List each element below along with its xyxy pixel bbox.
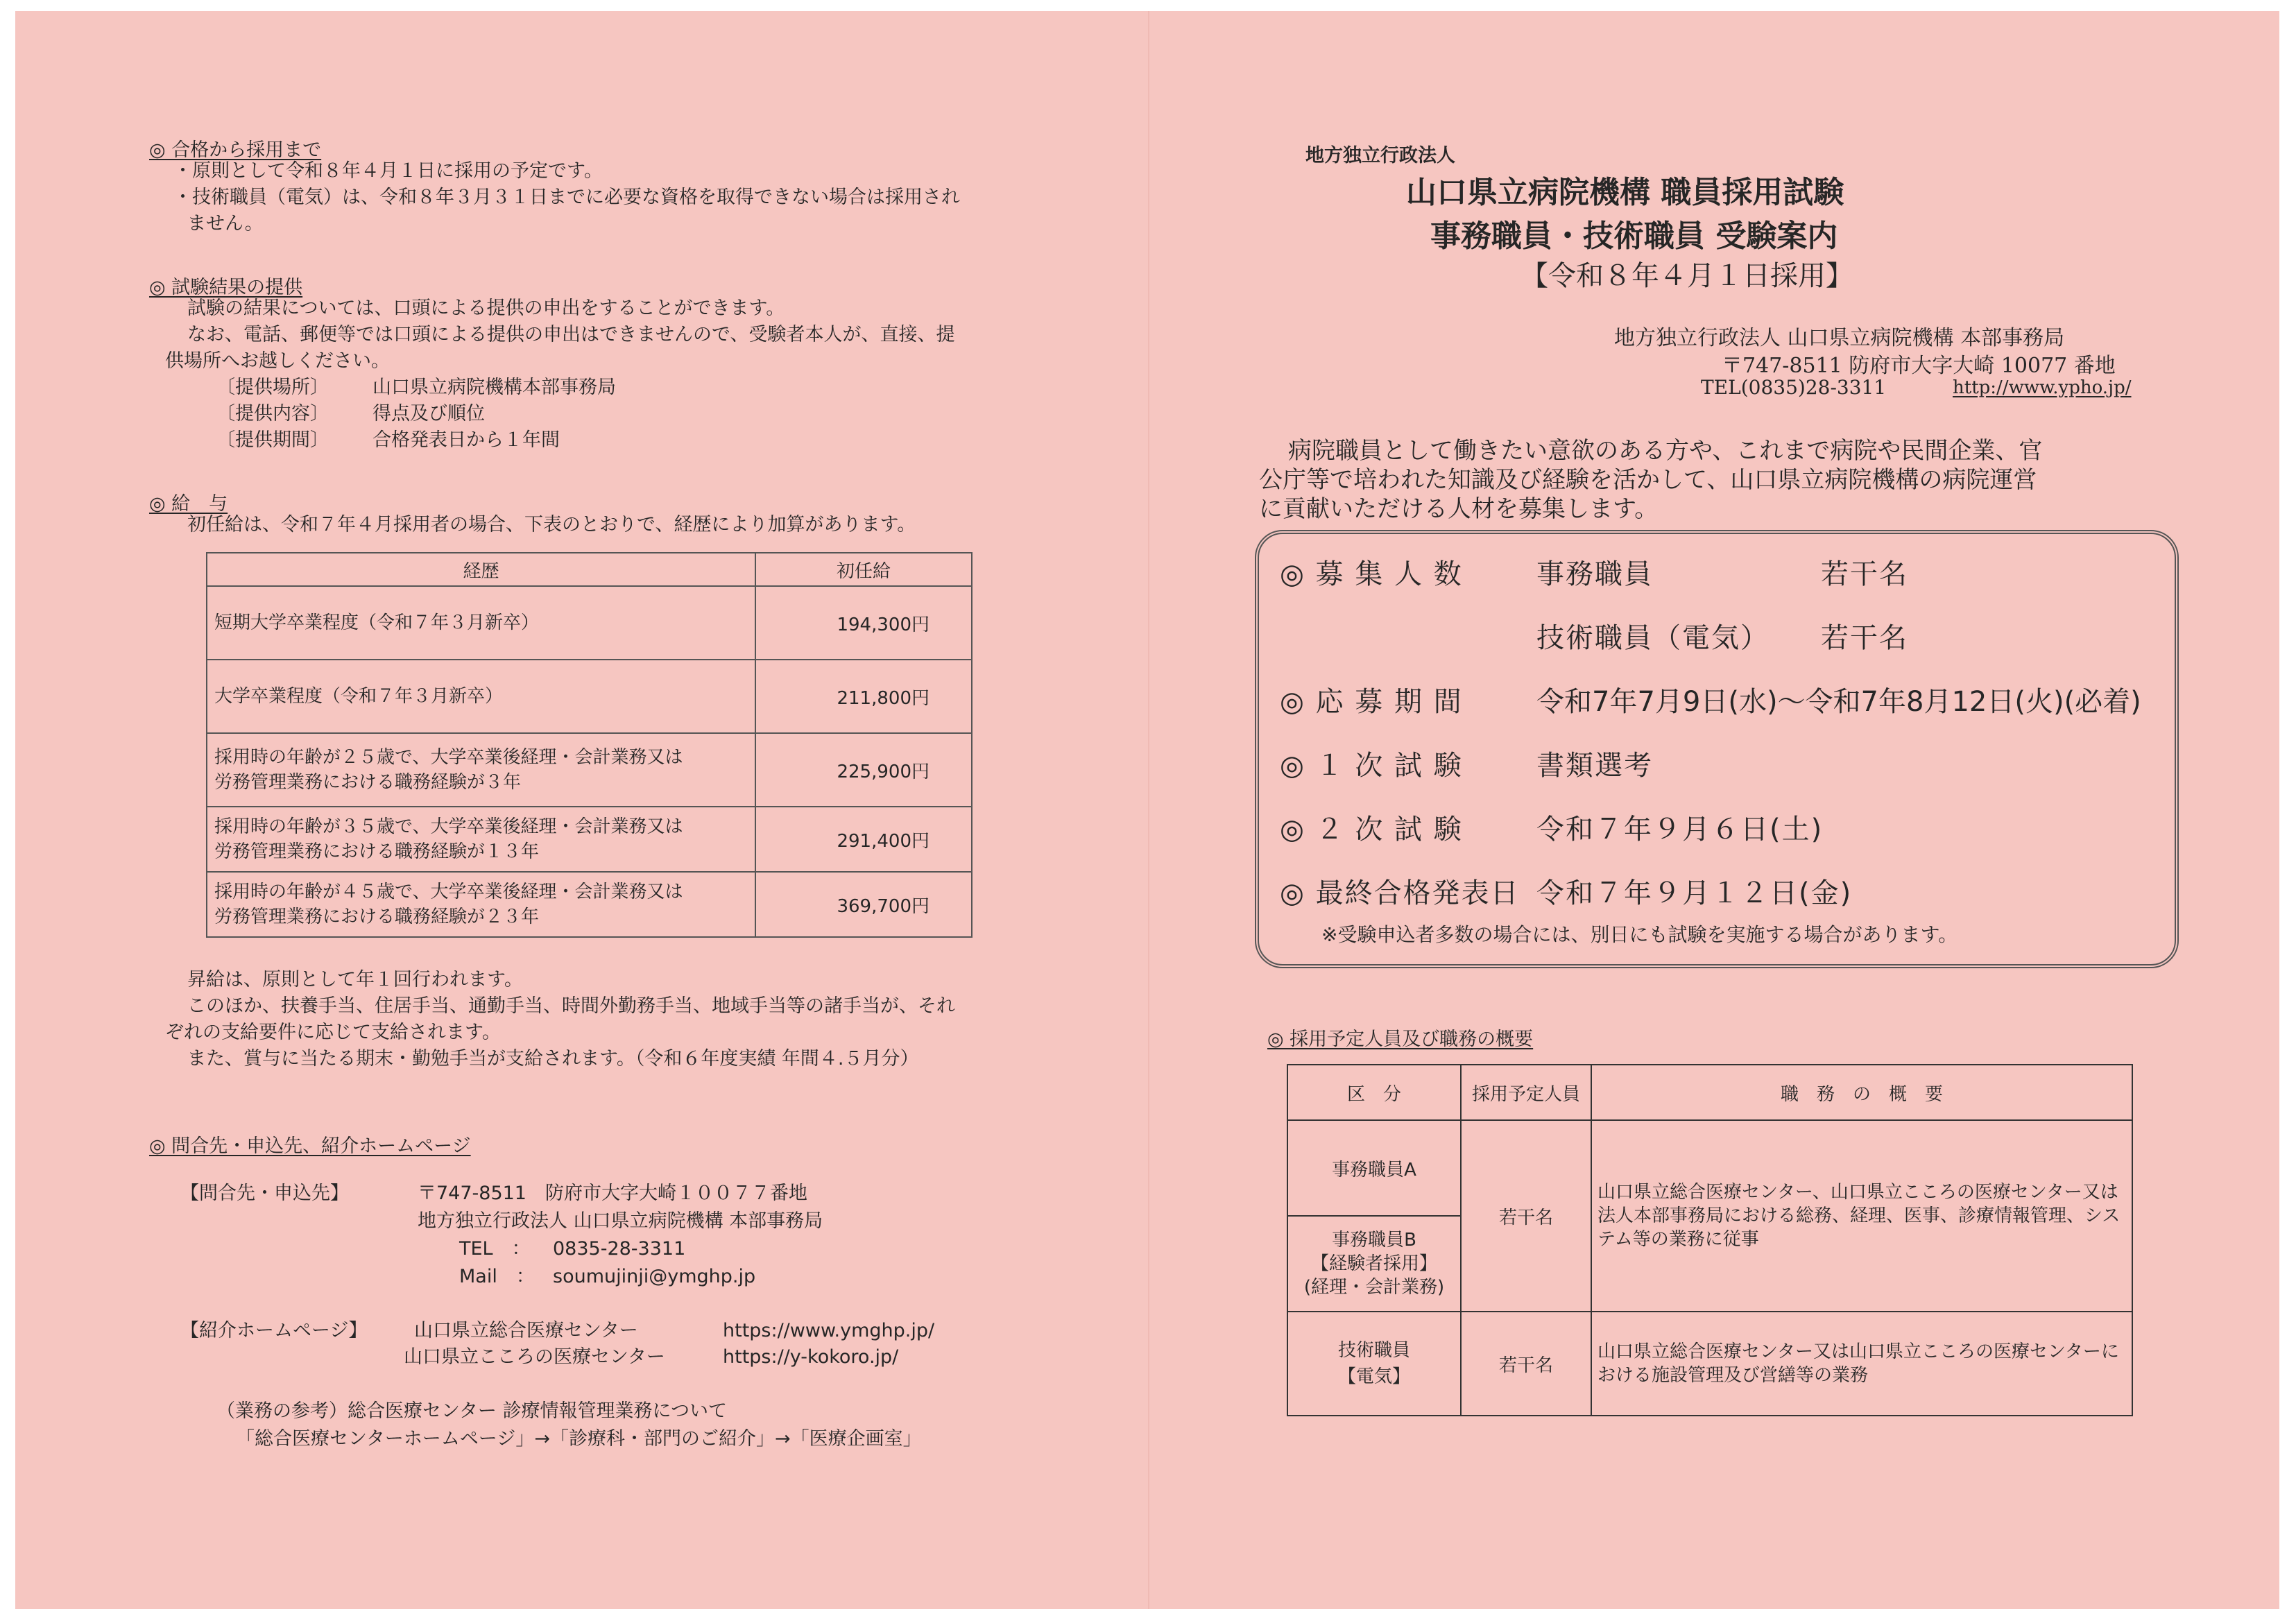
job-duties: 山口県立総合医療センター又は山口県立こころの医療センターにおける施設管理及び営繕等の業務: [1591, 1312, 2132, 1416]
first-exam: 書類選考: [1536, 750, 1653, 782]
jobs-col-duties: 職 務 の 概 要: [1591, 1065, 2132, 1120]
salary-pay: 225,900円: [755, 733, 972, 807]
intro-line-1: 病院職員として働きたい意欲のある方や、これまで病院や民間企業、官: [1288, 437, 2043, 465]
section-title-jobs: ◎ 採用予定人員及び職務の概要: [1267, 1029, 1534, 1050]
contact-address: 〒747-8511 防府市大字大崎１００７７番地: [418, 1183, 807, 1204]
recruit-clerical: 事務職員: [1536, 558, 1653, 590]
table-row: [1287, 1120, 2132, 1216]
homepage-2-name: 山口県立こころの医療センター: [404, 1346, 665, 1368]
hiring-line-1: ・原則として令和８年４月１日に採用の予定です。: [173, 160, 603, 182]
second-exam: 令和７年９月６日(土): [1536, 814, 1824, 845]
results-place-value: 山口県立病院機構本部事務局: [372, 377, 616, 398]
jobs-table: [1287, 1064, 2133, 1416]
section-title-results: ◎ 試験結果の提供: [149, 277, 303, 298]
jobs-col-category: 区 分: [1287, 1065, 1461, 1120]
homepage-2-url[interactable]: https://y-kokoro.jp/: [723, 1346, 899, 1368]
jobs-header-row: [1287, 1065, 2132, 1120]
results-period-label: 〔提供期間〕: [216, 429, 329, 451]
job-duties: 山口県立総合医療センター、山口県立こころの医療センター又は法人本部事務局における総務、経理、医事、診療情報管理、システム等の業務に従事: [1591, 1120, 2132, 1312]
reference-line-2: 「総合医療センターホームページ」→「診療科・部門のご紹介」→「医療企画室」: [236, 1428, 922, 1450]
right-page: [1149, 11, 2279, 1609]
results-place-label: 〔提供場所〕: [216, 377, 329, 398]
results-period-value: 合格発表日から１年間: [372, 429, 560, 451]
salary-note-1: 昇給は、原則として年１回行われます。: [187, 969, 523, 990]
org-label: 地方独立行政法人: [1305, 145, 1455, 166]
table-row: [207, 660, 972, 733]
second-exam-label: ◎ ２ 次 試 験: [1280, 814, 1463, 845]
job-category: 技術職員 【電気】: [1287, 1312, 1461, 1416]
issuer-tel: TEL(0835)28-3311: [1701, 376, 1887, 399]
contact-tel: 0835-28-3311: [553, 1238, 686, 1260]
homepage-1-name: 山口県立総合医療センター: [414, 1320, 638, 1341]
job-category: 事務職員B 【経験者採用】 (経理・会計業務): [1287, 1216, 1461, 1312]
page-title: 山口県立病院機構 職員採用試験: [1406, 175, 1844, 210]
table-row: [207, 586, 972, 660]
first-exam-label: ◎ １ 次 試 験: [1280, 750, 1463, 782]
final-result-date: 令和７年９月１２日(金): [1536, 877, 1853, 909]
application-period-label: ◎ 応 募 期 間: [1280, 686, 1463, 718]
hiring-date: 【令和８年４月１日採用】: [1520, 260, 1853, 292]
salary-pay: 369,700円: [755, 872, 972, 937]
salary-career: 採用時の年齢が２５歳で、大学卒業後経理・会計業務又は 労務管理業務における職務経験が３年: [207, 733, 755, 807]
intro-line-2: 公庁等で培われた知識及び経験を活かして、山口県立病院機構の病院運営: [1259, 466, 2037, 494]
jobs-col-count: 採用予定人員: [1461, 1065, 1591, 1120]
salary-table: [206, 552, 973, 938]
page-subtitle: 事務職員・技術職員 受験案内: [1430, 218, 1838, 254]
job-count: 若干名: [1461, 1312, 1591, 1416]
salary-pay: 194,300円: [755, 586, 972, 660]
table-row: [207, 872, 972, 937]
application-period: 令和7年7月9日(水)～令和7年8月12日(火)(必着): [1536, 686, 2141, 718]
results-line-2: なお、電話、郵便等では口頭による提供の申出はできませんので、受験者本人が、直接、提: [187, 324, 955, 345]
salary-pay: 211,800円: [755, 660, 972, 733]
job-category: 事務職員A: [1287, 1120, 1461, 1216]
homepage-1-url[interactable]: https://www.ymghp.jp/: [723, 1320, 935, 1341]
table-row: [1287, 1312, 2132, 1416]
reference-line-1: （業務の参考）総合医療センター 診療情報管理業務について: [216, 1400, 727, 1422]
results-content-label: 〔提供内容〕: [216, 403, 329, 424]
results-line-1: 試験の結果については、口頭による提供の申出をすることができます。: [187, 298, 785, 319]
contact-mail-label: Mail ：: [459, 1266, 535, 1287]
job-count: 若干名: [1461, 1120, 1591, 1312]
salary-career: 短期大学卒業程度（令和７年３月新卒）: [207, 586, 755, 660]
left-page: [15, 11, 1148, 1609]
salary-note-3: ぞれの支給要件に応じて支給されます。: [165, 1022, 501, 1043]
salary-career: 採用時の年齢が３５歳で、大学卒業後経理・会計業務又は 労務管理業務における職務経験が１３年: [207, 807, 755, 872]
salary-col-career: 経歴: [207, 553, 755, 586]
results-line-3: 供場所へお越しください。: [165, 350, 390, 372]
salary-col-pay: 初任給: [755, 553, 972, 586]
salary-career: 大学卒業程度（令和７年３月新卒）: [207, 660, 755, 733]
table-row: [207, 733, 972, 807]
section-title-salary: ◎ 給 与: [149, 493, 228, 515]
contact-label: 【問合先・申込先】: [180, 1183, 349, 1204]
table-row: [207, 807, 972, 872]
salary-note-2: このほか、扶養手当、住居手当、通勤手当、時間外勤務手当、地域手当等の諸手当が、それ: [187, 995, 955, 1017]
homepage-label: 【紹介ホームページ】: [180, 1320, 368, 1341]
salary-pay: 291,400円: [755, 807, 972, 872]
hiring-line-3: ません。: [187, 213, 264, 234]
contact-mail[interactable]: soumujinji@ymghp.jp: [553, 1266, 756, 1287]
recruitment-summary-box: [1255, 530, 2179, 968]
salary-career: 採用時の年齢が４５歳で、大学卒業後経理・会計業務又は 労務管理業務における職務経験が２３年: [207, 872, 755, 937]
intro-line-3: に貢献いただける人材を募集します。: [1259, 495, 1659, 523]
section-title-hiring: ◎ 合格から採用まで: [149, 139, 322, 161]
issuer-url[interactable]: http://www.ypho.jp/: [1953, 377, 2132, 398]
final-result-label: ◎ 最終合格発表日: [1280, 877, 1520, 909]
recruit-technical-count: 若干名: [1821, 622, 1908, 654]
salary-intro: 初任給は、令和７年４月採用者の場合、下表のとおりで、経歴により加算があります。: [187, 514, 916, 535]
contact-org: 地方独立行政法人 山口県立病院機構 本部事務局: [418, 1210, 823, 1232]
recruit-count-label: ◎ 募 集 人 数: [1280, 558, 1463, 590]
section-title-contact: ◎ 問合先・申込先、紹介ホームページ: [149, 1135, 471, 1157]
salary-note-4: また、賞与に当たる期末・勤勉手当が支給されます。（令和６年度実績 年間４.５月分）: [187, 1048, 919, 1070]
contact-tel-label: TEL ：: [459, 1238, 531, 1260]
salary-header-row: [207, 553, 972, 586]
issuer-address: 〒747-8511 防府市大字大崎 10077 番地: [1722, 354, 2116, 378]
recruit-clerical-count: 若干名: [1821, 558, 1908, 590]
issuer-org: 地方独立行政法人 山口県立病院機構 本部事務局: [1614, 326, 2065, 350]
exam-note: ※受験申込者多数の場合には、別日にも試験を実施する場合があります。: [1321, 923, 1958, 946]
results-content-value: 得点及び順位: [372, 403, 485, 424]
recruit-technical: 技術職員（電気）: [1536, 622, 1770, 654]
hiring-line-2: ・技術職員（電気）は、令和８年３月３１日までに必要な資格を取得できない場合は採用され: [173, 187, 960, 208]
